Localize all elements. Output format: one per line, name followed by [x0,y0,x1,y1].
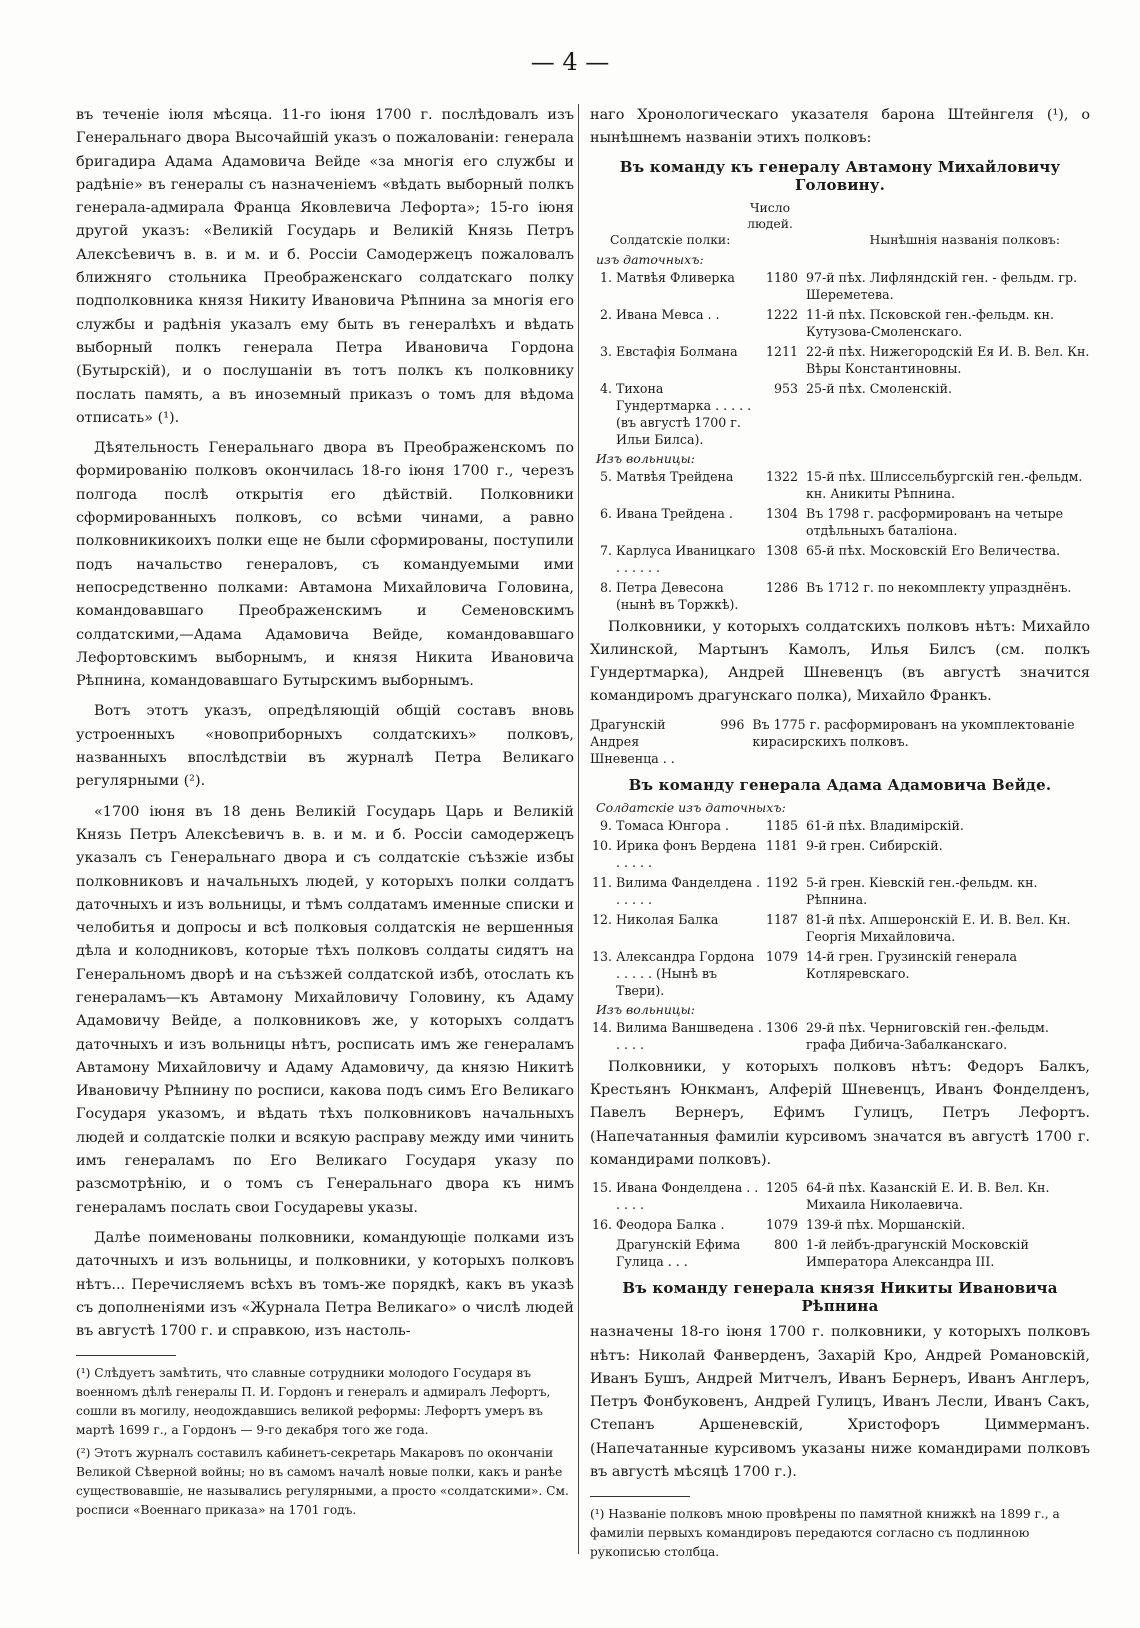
col-regiments-header: Солдатскіе полки: [610,231,731,247]
cell-name: Николая Балка [616,911,719,927]
regiment-table [590,1179,1090,1273]
cell-current: 139-й пѣх. Моршанскій. [806,1217,966,1233]
cell-no: 6. [599,505,612,521]
cell-name: Ивана Трейдена . [616,505,733,521]
cell-no: 8. [599,579,612,595]
footnote: (¹) Слѣдуетъ замѣтить, что славные сотрудники молодого Государя въ военномъ дѣлѣ генералы П. И. Гордонъ и генералъ и адмиралъ Лефортъ, сошли въ могилу, неодождавшись великой реформы: Лефортъ умеръ въ мартѣ 1699 г., а Гордонъ — 9-го декабря того же года. [76,1366,551,1438]
cell-no: 7. [599,542,612,558]
cell-current: 11-й пѣх. Псковской ген.-фельдм. кн. Кутузова-Смоленскаго. [806,306,1054,339]
section-heading: Въ команду къ генералу Автамону Михайловичу Головину. [619,157,1061,194]
cell-count: 1187 [765,911,798,927]
footnote-mark: (²) [76,1446,91,1461]
cell-name: Томаса Юнгора . [616,817,730,833]
cell-name: Тихона Гундертмарка . . . . . (въ августѣ 1700 г. Ильи Билса). [616,380,752,447]
cell-current: 81-й пѣх. Апшеронскій Е. И. В. Вел. Кн. Георгія Михайловича. [806,911,1071,944]
cell-count: 1180 [765,269,798,285]
cell-no: 13. [591,948,612,964]
cell-no: 5. [599,468,612,484]
column-divider [578,104,579,1554]
table-row [590,1216,1090,1236]
footnote-rule [590,1496,690,1497]
cell-no: 9. [599,817,612,833]
cell-count: 1079 [765,1217,798,1233]
table-row [590,1236,1090,1273]
cell-name: Ивана Мевса . . [616,306,720,322]
subheading: изъ даточныхъ: [596,251,704,267]
table-row [590,1179,1090,1216]
section-heading: Въ команду генерала Адама Адамовича Вейде. [628,775,1052,794]
colonels-paragraph: Полковники, у которыхъ солдатскихъ полковъ нѣтъ: Михайло Хилинской, Мартынъ Камолъ, Илья Билсъ (см. полкъ Гундертмарка), Андрей Шневенцъ (въ августѣ значится командиромъ драгунскаго полка), Михайло Франкъ. [590,618,1090,705]
cell-name: Вилима Фанделдена . . . . . . [616,874,761,907]
regiment-table [590,468,1090,616]
footnote: (²) Этотъ журналъ составилъ кабинетъ-секретарь Макаровъ по окончаніи Великой Сѣверной войны; но въ самомъ началѣ новые полки, какъ и ранѣе существовавшіе, не назывались регулярными, а просто «солдатскими». См. росписи «Военнаго приказа» на 1701 годъ. [76,1446,569,1518]
paragraph: Вотъ этотъ указъ, опредѣляющій общій составъ вновь устроенныхъ «новоприборныхъ солдатскихъ» полковъ, названныхъ впослѣдствіи въ журналѣ Петра Великаго регулярными (²). [76,703,574,790]
cell-count: 1308 [765,542,798,558]
subheading: Солдатскіе изъ даточныхъ: [596,799,786,815]
cell-current: 14-й грен. Грузинскій генерала Котляревскаго. [806,948,1017,981]
cell-current: 25-й пѣх. Смоленскій. [806,380,952,396]
table-row [590,948,1090,1002]
cell-name: Ивана Фонделдена . . . . . . [616,1180,759,1213]
col-count-header: Число людей. [747,199,793,231]
table-header [590,200,1090,248]
table-row [590,505,1090,542]
table-row [590,817,1090,837]
cell-name: Матвѣя Фливерка [616,269,735,285]
cell-count: 1286 [765,579,798,595]
table-row [590,468,1090,505]
cell-name: Драгунскій Ефима Гулица . . . [616,1237,741,1270]
table-row [590,1019,1090,1056]
cell-name: Матвѣя Трейдена [616,468,734,484]
cell-current: 64-й пѣх. Казанскій Е. И. В. Вел. Кн. Михаила Николаевича. [806,1180,1050,1213]
paragraph: Дѣятельность Генеральнаго двора въ Преображенскомъ по формированію полковъ окончилась 18-го іюня 1700 г., черезъ полгода послѣ открытія его дѣйствій. Полковники сформированныхъ полковъ, со всѣми чинами, а равно полковникикоихъ полки еще не были сформированы, поступили подъ начальство генераловъ, съ командуемыми ими непосредственно полками: Автамона Михайловича Головина, командовавшаго Преображенскимъ и Семеновскимъ солдатскими,—Адама Адамовича Вейде, командовавшаго Лефортовскимъ выборнымъ, и князя Никита Ивановича Рѣпнина, командовавшаго Бутырскимъ выборнымъ. [76,440,574,690]
cell-no: 11. [591,874,612,890]
left-column [76,104,574,1524]
intro-paragraph: наго Хронологическаго указателя барона Штейнгеля (¹), о нынѣшнемъ названіи этихъ полковъ: [590,107,1090,147]
cell-count: 1322 [765,468,798,484]
regiment-table [590,1019,1090,1056]
cell-count: 1304 [765,505,798,521]
table-row [590,874,1090,911]
table-row [590,542,1090,579]
page-number: — 4 — [530,48,610,76]
cell-current: Въ 1712 г. по некомплекту упразднёнъ. [806,579,1072,595]
cell-count: 1181 [765,837,798,853]
cell-current: 61-й пѣх. Владимірскій. [806,817,964,833]
cell-count: 953 [773,380,798,396]
cell-current: 1-й лейбъ-драгунскій Московскій Императора Александра III. [806,1237,1029,1270]
table-row [590,380,1090,451]
col-current-header: Нынѣшнія названія полковъ: [869,231,1060,247]
cell-count: 1211 [765,343,798,359]
table-row [590,837,1090,874]
cell-count: 800 [773,1237,798,1253]
cell-count: 1306 [765,1019,798,1035]
footnote-mark: (¹) [76,1366,91,1381]
right-column [590,104,1090,1566]
cell-count: 1192 [765,874,798,890]
paragraph: Далѣе поименованы полковники, командующіе полками изъ даточныхъ и изъ вольницы, и полковники, у которыхъ полковъ нѣтъ... Перечисляемъ всѣхъ въ томъ-же порядкѣ, какъ въ указѣ съ дополненіями изъ «Журнала Петра Великаго» о числѣ людей въ августѣ 1700 г. и справкою, изъ настоль- [76,1229,574,1340]
table-row [590,343,1090,380]
cell-no: 15. [591,1180,612,1196]
paragraph: «1700 іюня въ 18 день Великій Государь Царь и Великій Князь Петръ Алексѣевичъ в. в. и м. и б. Россіи самодержецъ указалъ съ Генеральнаго двора и съ солдатскіе съѣзжіе избы полковниковъ и начальныхъ людей, у которыхъ полки солдатъ даточныхъ и изъ вольницы, и тѣмъ солдатамъ именные списки и челобитья и допросы и всѣ полковыя солдатскія не вершенныя дѣла и колодниковъ, которые тѣхъ полковъ солдаты сидятъ на Генеральномъ дворѣ и на съѣзжей солдатской избѣ, отослать къ генераламъ—къ Автамону Михайловичу Головину, къ Адаму Адамовичу Вейде, а полковниковъ же, у которыхъ солдатъ даточныхъ и изъ вольницы нѣтъ, росписать имъ же генераламъ Автамону Михайловичу и Адаму Адамовичу, да князю Никитѣ Ивановичу Рѣпнину по росписи, какова подъ симъ Его Великаго Государя указомъ, и вѣдать тѣхъ полковниковъ начальныхъ людей и солдатскіе полки и всякую расправу между ими чинить имъ генераламъ по Его Великаго Государя указу по разсмотрѣнію, и о томъ съ Генеральнаго двора къ нимъ генераламъ послать свои Государевы указы. [76,803,574,1216]
cell-name: Петра Девесона (нынѣ въ Торжкѣ). [616,579,739,612]
cell-name: Вилима Ваншведена . . . . . [616,1019,762,1052]
cell-name: Карлуса Иваницкаго . . . . . . [616,542,756,575]
regiment-table [590,716,1090,770]
cell-current: Въ 1798 г. расформированъ на четыре отдѣльныхъ баталіона. [806,505,1064,538]
table-row [590,911,1090,948]
subheading: Изъ вольницы: [596,450,695,466]
table-row: Драгунскій Андрея Шневенца . . 996 Въ 1775 г. расформированъ на укомплектованіе кирасирскихъ полковъ. [590,716,1075,766]
table-row [590,269,1090,306]
cell-current: 9-й грен. Сибирскій. [806,837,943,853]
cell-count: 1222 [765,306,798,322]
table-row [590,579,1090,616]
cell-no: 4. [599,380,612,396]
cell-name: Феодора Балка . [616,1217,725,1233]
cell-no: 16. [591,1217,612,1233]
cell-count: 1205 [765,1180,798,1196]
cell-no: 3. [599,343,612,359]
regiment-table [590,269,1090,451]
cell-name: Евстафія Болмана [616,343,738,359]
cell-current: 22-й пѣх. Нижегородскій Ея И. В. Вел. Кн. Вѣры Константиновны. [806,343,1090,376]
cell-current: 15-й пѣх. Шлиссельбургскій ген.-фельдм. кн. Аникиты Рѣпнина. [806,468,1083,501]
regiment-table [590,817,1090,1002]
cell-no: 12. [591,911,612,927]
cell-count: 1185 [765,817,798,833]
cell-name: Ирика фонъ Вердена . . . . . [616,837,757,870]
colonels-paragraph: назначены 18-го іюня 1700 г. полковники, у которыхъ полковъ нѣтъ: Николай Фанверденъ, Захарій Кро, Андрей Романовскій, Иванъ Бушъ, Андрей Митчелъ, Иванъ Бернеръ, Иванъ Англеръ, Петръ Фонбуковенъ, Андрей Гулицъ, Иванъ Лесли, Иванъ Сакъ, Степанъ Аршеневскій, Христофоръ Циммерманъ. (Напечатанные курсивомъ указаны ниже командирами полковъ въ августѣ мѣсяцѣ 1700 г.). [590,1324,1090,1481]
section-heading: Въ команду генерала князя Никиты Ивановича Рѣпнина [622,1279,1058,1316]
footnote-mark: (¹) [590,1507,605,1522]
cell-name: Александра Гордона . . . . . (Нынѣ въ Твери). [616,948,755,998]
cell-no: 1. [599,269,612,285]
cell-no: 14. [591,1019,612,1035]
table-row [590,306,1090,343]
cell-current: 65-й пѣх. Московскій Его Величества. [806,542,1061,558]
footnote-rule [76,1355,176,1356]
cell-current: 29-й пѣх. Черниговскій ген.-фельдм. графа Дибича-Забалканскаго. [806,1019,1049,1052]
cell-no: 10. [591,837,612,853]
cell-no [590,1236,616,1273]
cell-count: 1079 [765,948,798,964]
cell-current: 97-й пѣх. Лифляндскій ген. - фельдм. гр. Шереметева. [806,269,1078,302]
cell-current: 5-й грен. Кіевскій ген.-фельдм. кн. Рѣпнина. [806,874,1038,907]
subheading: Изъ вольницы: [596,1001,695,1017]
footnote: (¹) Названіе полковъ мною провѣрены по памятной книжкѣ на 1899 г., а фамиліи первыхъ командировъ передаются согласно съ подлинною рукописью столбца. [590,1507,1060,1560]
colonels-paragraph: Полковники, у которыхъ полковъ нѣтъ: Федоръ Балкъ, Крестьянъ Юнкманъ, Алферій Шневенцъ, Иванъ Фонделденъ, Павелъ Вернеръ, Ефимъ Гулицъ, Петръ Лефортъ. (Напечатанныя фамиліи курсивомъ значатся въ августѣ 1700 г. командирами полковъ). [590,1058,1090,1168]
paragraph: въ теченіе іюля мѣсяца. 11-го іюня 1700 г. послѣдовалъ изъ Генеральнаго двора Высочайшій указъ о пожалованіи: генерала бригадира Адама Адамовича Вейде «за многія его службы и радѣніе» въ генералы съ назначеніемъ «вѣдать выборный полкъ генерала-адмирала Франца Яковлевича Лефорта»; 15-го іюня другой указъ: «Великій Государь и Великій Князь Петръ Алексѣевичъ в. в. и м. и б. Россіи Самодержецъ пожаловалъ ближняго стольника Преображенскаго солдатскаго полку подполковника князя Никиту Ивановича Рѣпнина за многія его службы и радѣнія указалъ ему быть въ генералѣхъ и вѣдать выборный полкъ генерала Петра Ивановича Гордона (Бутырскій), и о послушаніи въ тотъ полкъ къ полковнику послать память, а въ иноземный приказъ о томъ для вѣдома отписать» (¹). [76,107,574,426]
cell-no: 2. [599,306,612,322]
